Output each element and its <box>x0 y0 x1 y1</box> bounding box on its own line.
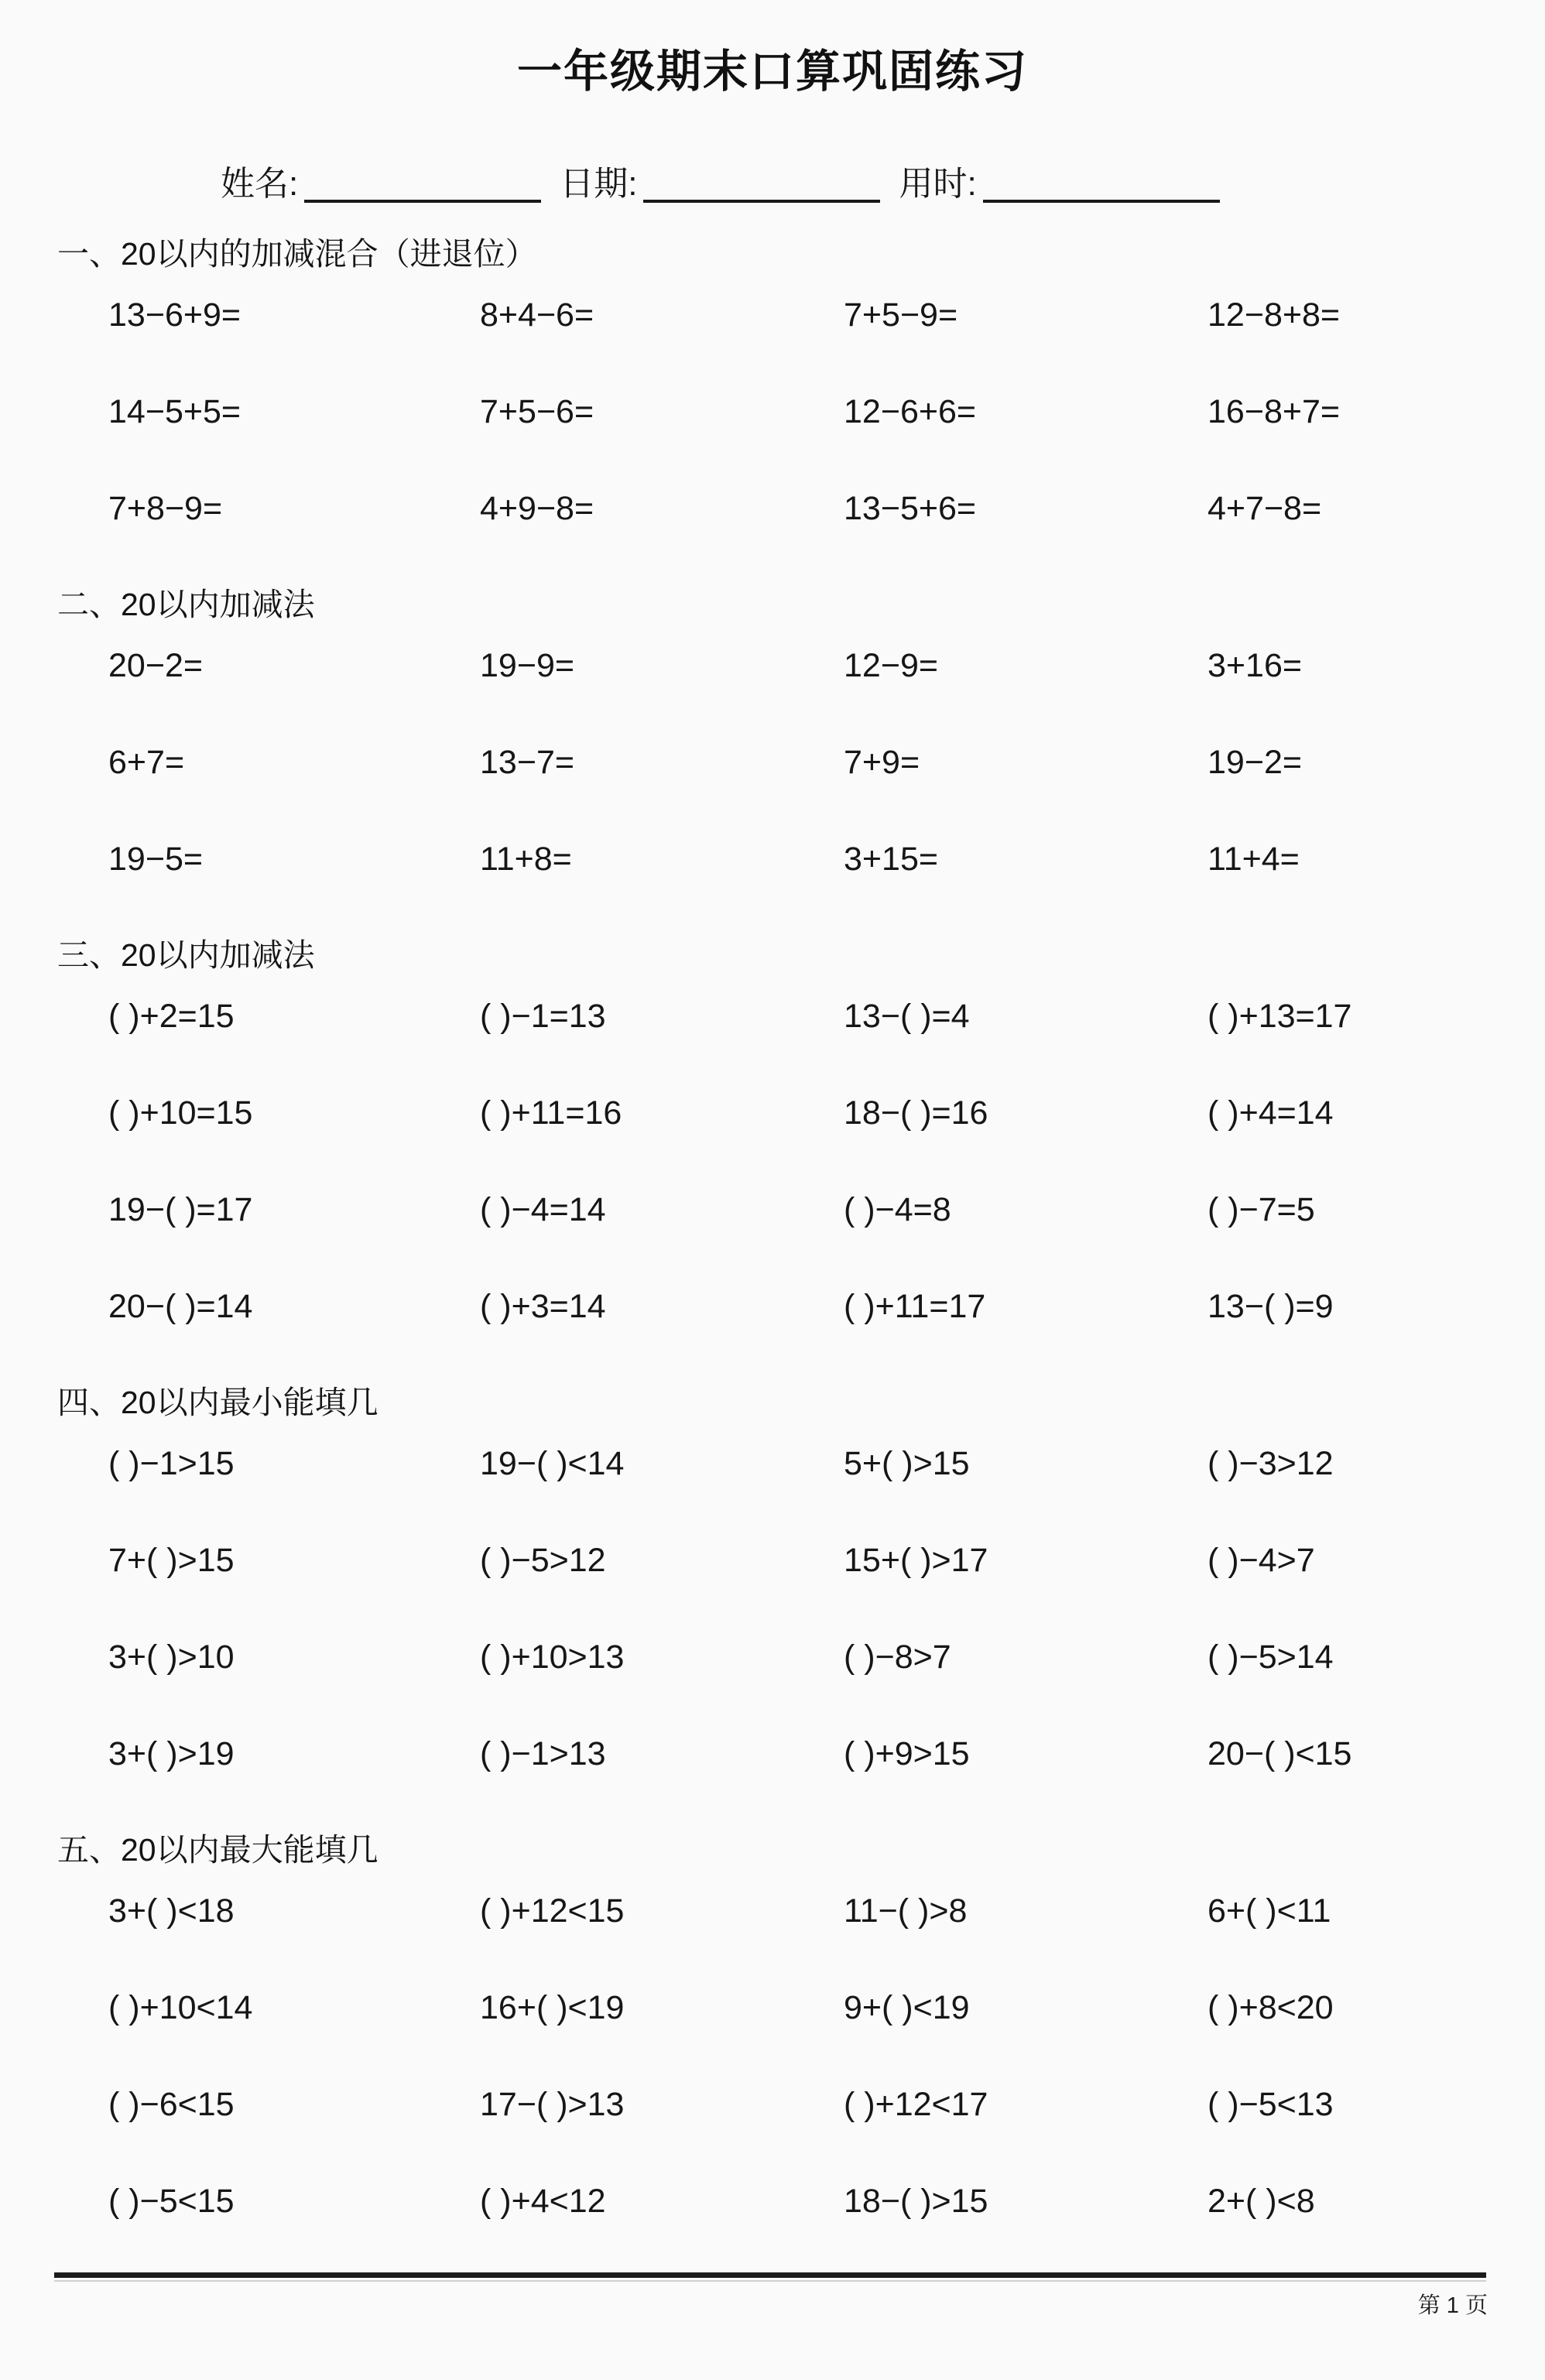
problem-row <box>0 1094 1545 1132</box>
date-label: 日期: <box>560 165 638 203</box>
math-problem: 7+5−9= <box>844 296 958 334</box>
name-label: 姓名: <box>221 165 299 203</box>
problem-row <box>0 1734 1545 1773</box>
math-problem: ( )+11=17 <box>844 1288 986 1325</box>
time-blank <box>983 169 1220 203</box>
math-problem: 13−( )=4 <box>844 998 970 1035</box>
math-problem: 16+( )<19 <box>480 1989 625 2026</box>
date-blank <box>643 169 880 203</box>
math-problem: ( )+10<14 <box>108 1989 253 2026</box>
math-problem: 8+4−6= <box>480 296 594 334</box>
math-problem: 6+7= <box>108 744 185 781</box>
math-problem: 19−( )=17 <box>108 1191 253 1228</box>
page-title: 一年级期末口算巩固练习 <box>516 46 1028 97</box>
section-heading: 五、20以内最大能填几 <box>57 1832 379 1868</box>
problem-row <box>0 1444 1545 1483</box>
math-problem: 20−( )<15 <box>1208 1735 1352 1772</box>
math-problem: 18−( )>15 <box>844 2183 988 2220</box>
section-heading: 二、20以内加减法 <box>57 587 315 622</box>
math-problem: 7+9= <box>844 744 920 781</box>
math-problem: 19−( )<14 <box>480 1445 625 1482</box>
math-problem: 7+5−6= <box>480 393 594 430</box>
math-problem: 19−2= <box>1208 744 1302 781</box>
math-problem: ( )+12<15 <box>480 1892 625 1930</box>
math-problem: 2+( )<8 <box>1208 2183 1315 2220</box>
math-problem: ( )−1>15 <box>108 1445 235 1482</box>
section-mixed-add-sub <box>0 235 1545 528</box>
math-problem: ( )+13=17 <box>1208 998 1352 1035</box>
math-problem: 3+( )>19 <box>108 1735 235 1772</box>
math-problem: 3+( )>10 <box>108 1639 235 1676</box>
math-problem: ( )−5<13 <box>1208 2086 1334 2123</box>
name-blank <box>304 169 541 203</box>
problem-row <box>0 2085 1545 2124</box>
problem-row <box>0 997 1545 1036</box>
problem-row <box>0 296 1545 334</box>
problem-row <box>0 646 1545 685</box>
math-problem: ( )−3>12 <box>1208 1445 1334 1482</box>
time-label: 用时: <box>899 165 977 203</box>
math-problem: 5+( )>15 <box>844 1445 970 1482</box>
section-max-fill <box>0 1831 1545 2221</box>
problem-row <box>0 2182 1545 2221</box>
math-problem: ( )+2=15 <box>108 998 235 1035</box>
math-problem: ( )−5>14 <box>1208 1639 1334 1676</box>
math-problem: 3+16= <box>1208 647 1302 684</box>
problem-row <box>0 743 1545 782</box>
math-problem: 6+( )<11 <box>1208 1892 1331 1930</box>
math-problem: 19−9= <box>480 647 574 684</box>
section-min-fill <box>0 1384 1545 1773</box>
math-problem: 16−8+7= <box>1208 393 1340 430</box>
section-add-sub <box>0 586 1545 878</box>
problem-row <box>0 840 1545 878</box>
problem-row <box>0 1988 1545 2027</box>
math-problem: ( )−5>12 <box>480 1542 606 1579</box>
problem-row <box>0 1190 1545 1229</box>
math-problem: ( )−5<15 <box>108 2183 235 2220</box>
math-problem: 7+( )>15 <box>108 1542 235 1579</box>
footer-divider-shadow <box>54 2280 1486 2282</box>
math-problem: ( )−1>13 <box>480 1735 606 1772</box>
problem-row <box>0 392 1545 431</box>
problem-row <box>0 1541 1545 1580</box>
math-problem: ( )+4=14 <box>1208 1094 1334 1132</box>
math-problem: ( )−7=5 <box>1208 1191 1315 1228</box>
problem-row <box>0 1287 1545 1326</box>
math-problem: 12−9= <box>844 647 938 684</box>
math-problem: 18−( )=16 <box>844 1094 988 1132</box>
section-fill-blank <box>0 937 1545 1326</box>
math-problem: ( )+10=15 <box>108 1094 253 1132</box>
math-problem: 13−5+6= <box>844 490 976 527</box>
math-problem: 12−6+6= <box>844 393 976 430</box>
section-heading: 一、20以内的加减混合（进退位） <box>57 236 537 272</box>
student-info-line <box>221 164 1545 204</box>
math-problem: 3+( )<18 <box>108 1892 235 1930</box>
footer-divider-main <box>54 2272 1486 2278</box>
math-problem: ( )+9>15 <box>844 1735 970 1772</box>
problem-row <box>0 1892 1545 1930</box>
math-problem: ( )−4=8 <box>844 1191 951 1228</box>
math-problem: ( )+11=16 <box>480 1094 622 1132</box>
math-problem: ( )+8<20 <box>1208 1989 1334 2026</box>
section-heading: 三、20以内加减法 <box>57 937 315 973</box>
math-problem: 11−( )>8 <box>844 1892 968 1930</box>
math-problem: 19−5= <box>108 841 203 878</box>
math-problem: 4+9−8= <box>480 490 594 527</box>
math-problem: 13−6+9= <box>108 296 241 334</box>
section-heading: 四、20以内最小能填几 <box>57 1385 379 1420</box>
math-problem: 9+( )<19 <box>844 1989 970 2026</box>
math-problem: 13−7= <box>480 744 574 781</box>
math-problem: 20−( )=14 <box>108 1288 253 1325</box>
math-problem: 7+8−9= <box>108 490 223 527</box>
math-problem: 14−5+5= <box>108 393 241 430</box>
problem-row <box>0 489 1545 528</box>
page-number: 第 1 页 <box>1417 2293 1488 2318</box>
math-problem: ( )−1=13 <box>480 998 606 1035</box>
footer-divider <box>54 2272 1486 2282</box>
math-problem: ( )−4>7 <box>1208 1542 1315 1579</box>
math-problem: 11+8= <box>480 841 572 878</box>
math-problem: 3+15= <box>844 841 938 878</box>
math-problem: ( )−6<15 <box>108 2086 235 2123</box>
math-problem: 4+7−8= <box>1208 490 1322 527</box>
math-problem: ( )−8>7 <box>844 1639 951 1676</box>
math-problem: ( )+12<17 <box>844 2086 988 2123</box>
problem-row <box>0 1638 1545 1676</box>
math-problem: 15+( )>17 <box>844 1542 988 1579</box>
math-problem: 11+4= <box>1208 841 1300 878</box>
math-problem: ( )+3=14 <box>480 1288 606 1325</box>
math-problem: ( )+10>13 <box>480 1639 625 1676</box>
math-problem: ( )−4=14 <box>480 1191 606 1228</box>
math-problem: ( )+4<12 <box>480 2183 606 2220</box>
math-problem: 12−8+8= <box>1208 296 1340 334</box>
math-problem: 13−( )=9 <box>1208 1288 1334 1325</box>
math-problem: 20−2= <box>108 647 203 684</box>
math-problem: 17−( )>13 <box>480 2086 625 2123</box>
